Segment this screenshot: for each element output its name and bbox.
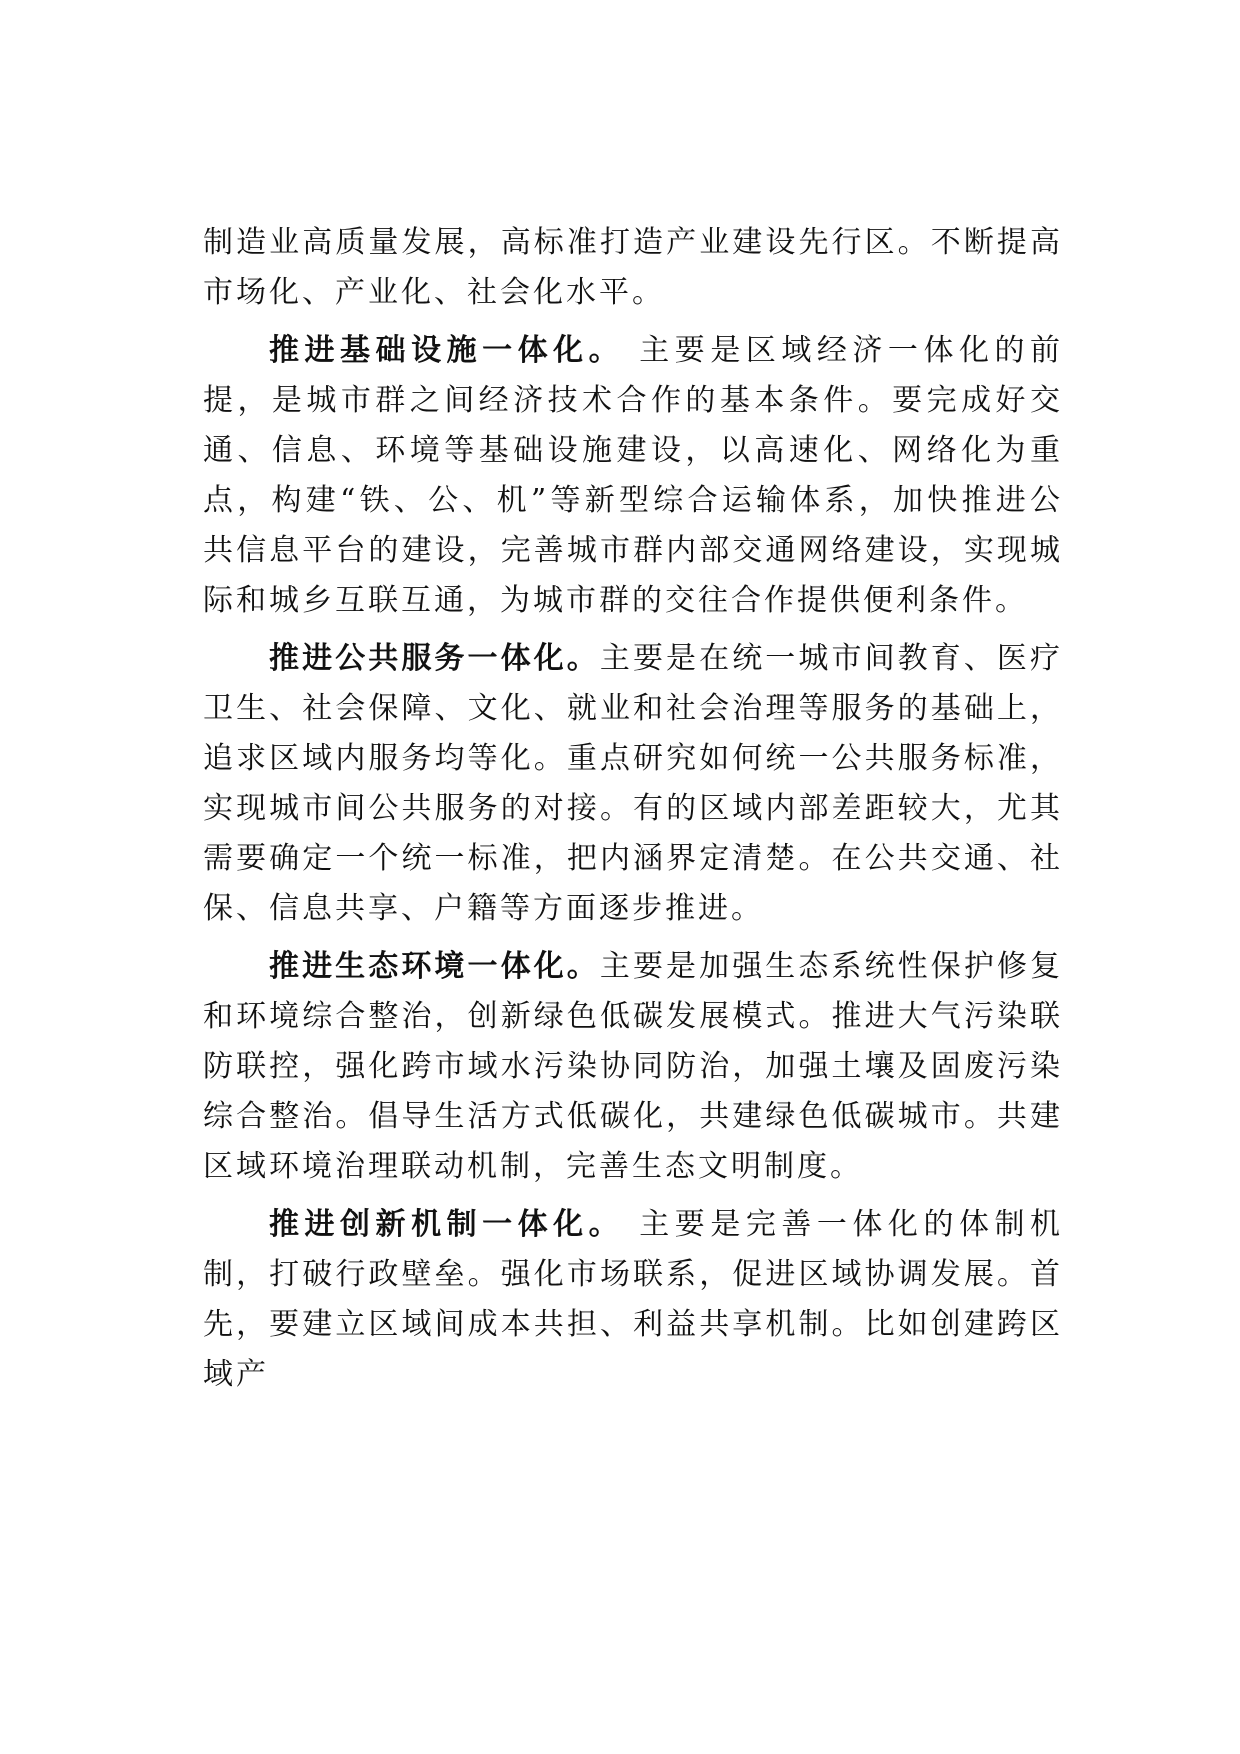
paragraph-heading: 推进公共服务一体化。 <box>269 641 600 676</box>
paragraph-continuation <box>203 218 1063 318</box>
paragraph-infrastructure <box>203 326 1063 626</box>
paragraph-body: 主要是完善一体化的体制机制，打破行政壁垒。强化市场联系，促进区域协调发展。首先，要建立区域间成本共担、利益共享机制。比如创建跨区域产 <box>203 1207 1064 1392</box>
paragraph-heading: 推进生态环境一体化。 <box>269 949 600 984</box>
paragraph-heading: 推进基础设施一体化。 <box>269 333 625 368</box>
paragraph-innovation <box>203 1200 1063 1400</box>
paragraph-heading: 推进创新机制一体化。 <box>269 1207 625 1242</box>
paragraph-body: 制造业高质量发展，高标准打造产业建设先行区。不断提高市场化、产业化、社会化水平。 <box>203 225 1063 310</box>
paragraph-body: 主要是区域经济一体化的前提，是城市群之间经济技术合作的基本条件。要完成好交通、信息、环境等基础设施建设，以高速化、网络化为重点，构建“铁、公、机”等新型综合运输体系，加快推进公共信息平台的建设，完善城市群内部交通网络建设，实现城际和城乡互联互通，为城市群的交往合作提供便利条件。 <box>203 333 1064 618</box>
paragraph-body: 主要是加强生态系统性保护修复和环境综合整治，创新绿色低碳发展模式。推进大气污染联防联控，强化跨市域水污染协同防治，加强土壤及固废污染综合整治。倡导生活方式低碳化，共建绿色低碳城市。共建区域环境治理联动机制，完善生态文明制度。 <box>203 949 1064 1184</box>
paragraph-public-service <box>203 634 1063 934</box>
paragraph-body: 主要是在统一城市间教育、医疗卫生、社会保障、文化、就业和社会治理等服务的基础上，追求区域内服务均等化。重点研究如何统一公共服务标准，实现城市间公共服务的对接。有的区域内部差距较大，尤其需要确定一个统一标准，把内涵界定清楚。在公共交通、社保、信息共享、户籍等方面逐步推进。 <box>203 641 1064 926</box>
body-text <box>203 218 1063 1400</box>
paragraph-ecology <box>203 942 1063 1192</box>
